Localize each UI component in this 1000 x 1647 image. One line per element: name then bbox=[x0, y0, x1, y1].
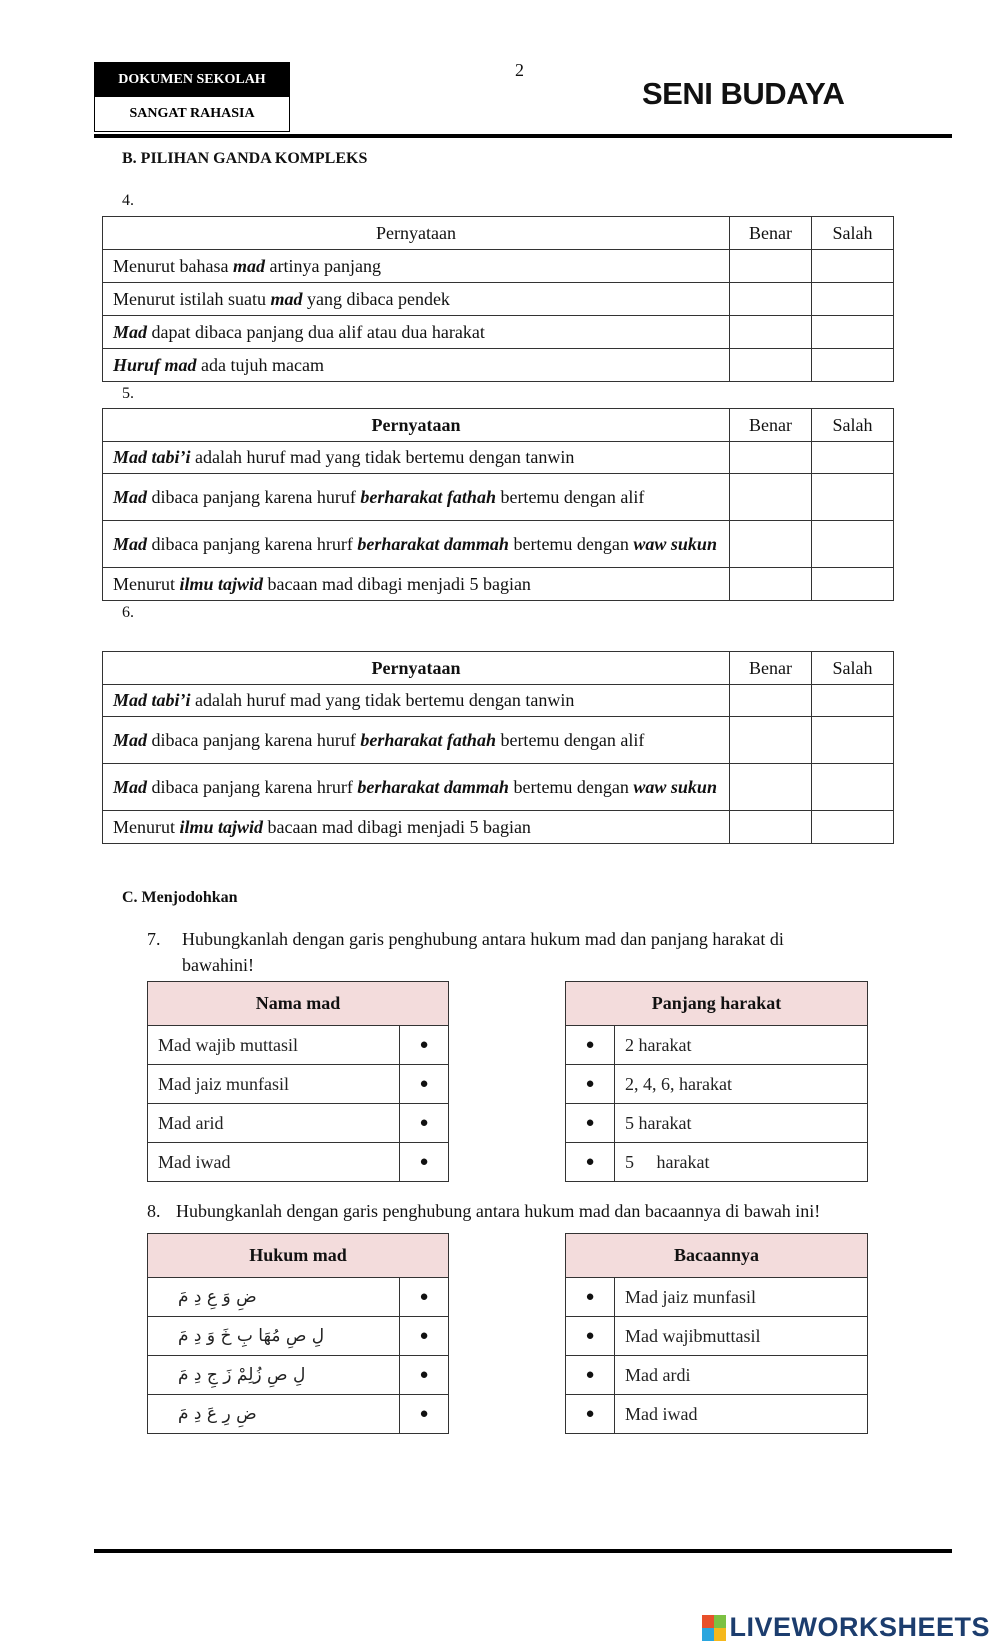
benar-cell[interactable] bbox=[730, 568, 812, 601]
salah-cell[interactable] bbox=[812, 349, 894, 382]
header-salah: Salah bbox=[812, 217, 894, 250]
statement: Huruf mad ada tujuh macam bbox=[103, 349, 730, 382]
arabic-text: لِ صِ مُهَا بِ خَ وَ دِ مَ bbox=[148, 1317, 400, 1356]
salah-cell[interactable] bbox=[812, 685, 894, 717]
connector-dot[interactable]: ● bbox=[400, 1317, 449, 1356]
question-6-table bbox=[102, 651, 894, 844]
list-item: Mad iwad bbox=[615, 1395, 868, 1434]
connector-dot[interactable]: ● bbox=[400, 1104, 449, 1143]
list-item: Mad wajib muttasil bbox=[148, 1026, 400, 1065]
benar-cell[interactable] bbox=[730, 764, 812, 811]
question-4-number: 4. bbox=[122, 192, 134, 209]
salah-cell[interactable] bbox=[812, 250, 894, 283]
salah-cell[interactable] bbox=[812, 283, 894, 316]
list-item: Mad jaiz munfasil bbox=[148, 1065, 400, 1104]
question-8-number: 8. bbox=[147, 1201, 161, 1221]
salah-cell[interactable] bbox=[812, 521, 894, 568]
list-item: Mad wajibmuttasil bbox=[615, 1317, 868, 1356]
connector-dot[interactable]: ● bbox=[400, 1395, 449, 1434]
header-nama-mad: Nama mad bbox=[148, 982, 449, 1026]
section-c-title: C. Menjodohkan bbox=[122, 889, 238, 906]
secret-label: SANGAT RAHASIA bbox=[129, 106, 255, 121]
header-pernyataan: Pernyataan bbox=[103, 217, 730, 250]
arabic-text: ضِ رِ عَ دِ مَ bbox=[148, 1395, 400, 1434]
salah-cell[interactable] bbox=[812, 764, 894, 811]
statement: Menurut bahasa mad artinya panjang bbox=[103, 250, 730, 283]
footer-divider bbox=[94, 1549, 952, 1553]
question-6-number: 6. bbox=[122, 604, 134, 621]
header-divider bbox=[94, 134, 952, 138]
list-item: Mad arid bbox=[148, 1104, 400, 1143]
document-label-box bbox=[94, 62, 290, 132]
benar-cell[interactable] bbox=[730, 521, 812, 568]
statement: Mad tabi’i adalah huruf mad yang tidak bertemu dengan tanwin bbox=[103, 442, 730, 474]
q7-right-table bbox=[565, 981, 868, 1182]
connector-dot[interactable]: ● bbox=[566, 1104, 615, 1143]
arabic-text: ضِ وَ عِ دِ مَ bbox=[148, 1278, 400, 1317]
page-number: 2 bbox=[515, 60, 524, 80]
header-salah: Salah bbox=[812, 652, 894, 685]
list-item: 2 harakat bbox=[615, 1026, 868, 1065]
statement: Menurut ilmu tajwid bacaan mad dibagi menjadi 5 bagian bbox=[103, 568, 730, 601]
salah-cell[interactable] bbox=[812, 717, 894, 764]
header-bacaannya: Bacaannya bbox=[566, 1234, 868, 1278]
connector-dot[interactable]: ● bbox=[566, 1065, 615, 1104]
benar-cell[interactable] bbox=[730, 316, 812, 349]
connector-dot[interactable]: ● bbox=[566, 1356, 615, 1395]
header-panjang-harakat: Panjang harakat bbox=[566, 982, 868, 1026]
header-hukum-mad: Hukum mad bbox=[148, 1234, 449, 1278]
list-item: 2, 4, 6, harakat bbox=[615, 1065, 868, 1104]
question-8-text: Hubungkanlah dengan garis penghubung antara hukum mad dan bacaannya di bawah ini! bbox=[176, 1201, 821, 1221]
arabic-text: لِ صِ زُلِمْ زَ جِ دِ مَ bbox=[148, 1356, 400, 1395]
benar-cell[interactable] bbox=[730, 250, 812, 283]
benar-cell[interactable] bbox=[730, 685, 812, 717]
connector-dot[interactable]: ● bbox=[400, 1356, 449, 1395]
header-benar: Benar bbox=[730, 652, 812, 685]
connector-dot[interactable]: ● bbox=[566, 1395, 615, 1434]
connector-dot[interactable]: ● bbox=[400, 1278, 449, 1317]
header-salah: Salah bbox=[812, 409, 894, 442]
question-5-table bbox=[102, 408, 894, 601]
benar-cell[interactable] bbox=[730, 442, 812, 474]
q8-right-table bbox=[565, 1233, 868, 1434]
statement: Mad dapat dibaca panjang dua alif atau dua harakat bbox=[103, 316, 730, 349]
salah-cell[interactable] bbox=[812, 316, 894, 349]
header-pernyataan: Pernyataan bbox=[103, 409, 730, 442]
connector-dot[interactable]: ● bbox=[400, 1143, 449, 1182]
connector-dot[interactable]: ● bbox=[566, 1143, 615, 1182]
benar-cell[interactable] bbox=[730, 717, 812, 764]
statement: Mad tabi’i adalah huruf mad yang tidak bertemu dengan tanwin bbox=[103, 685, 730, 717]
list-item: Mad ardi bbox=[615, 1356, 868, 1395]
salah-cell[interactable] bbox=[812, 474, 894, 521]
list-item: Mad iwad bbox=[148, 1143, 400, 1182]
connector-dot[interactable]: ● bbox=[566, 1278, 615, 1317]
benar-cell[interactable] bbox=[730, 349, 812, 382]
statement: Menurut ilmu tajwid bacaan mad dibagi menjadi 5 bagian bbox=[103, 811, 730, 844]
statement: Menurut istilah suatu mad yang dibaca pendek bbox=[103, 283, 730, 316]
statement: Mad dibaca panjang karena huruf berharakat fathah bertemu dengan alif bbox=[103, 717, 730, 764]
list-item: 5 harakat bbox=[615, 1104, 868, 1143]
statement: Mad dibaca panjang karena huruf berharakat fathah bertemu dengan alif bbox=[103, 474, 730, 521]
salah-cell[interactable] bbox=[812, 811, 894, 844]
section-b-title: B. PILIHAN GANDA KOMPLEKS bbox=[122, 150, 368, 167]
question-7-number: 7. bbox=[147, 929, 161, 949]
list-item: 5 harakat bbox=[615, 1143, 868, 1182]
header-benar: Benar bbox=[730, 409, 812, 442]
header-pernyataan: Pernyataan bbox=[103, 652, 730, 685]
question-4-table bbox=[102, 216, 894, 382]
subject-title: SENI BUDAYA bbox=[642, 76, 845, 111]
question-7-text: Hubungkanlah dengan garis penghubung antara hukum mad dan panjang harakat di bawahini! bbox=[182, 929, 784, 975]
connector-dot[interactable]: ● bbox=[400, 1026, 449, 1065]
benar-cell[interactable] bbox=[730, 474, 812, 521]
salah-cell[interactable] bbox=[812, 568, 894, 601]
liveworksheets-logo bbox=[702, 1612, 990, 1643]
connector-dot[interactable]: ● bbox=[566, 1317, 615, 1356]
question-5-number: 5. bbox=[122, 385, 134, 402]
liveworksheets-logo-icon bbox=[702, 1615, 726, 1641]
salah-cell[interactable] bbox=[812, 442, 894, 474]
list-item: Mad jaiz munfasil bbox=[615, 1278, 868, 1317]
benar-cell[interactable] bbox=[730, 283, 812, 316]
statement: Mad dibaca panjang karena hrurf berharakat dammah bertemu dengan waw sukun bbox=[103, 521, 730, 568]
benar-cell[interactable] bbox=[730, 811, 812, 844]
logo-text: LIVEWORKSHEETS bbox=[729, 1612, 990, 1642]
q8-left-table bbox=[147, 1233, 449, 1434]
statement: Mad dibaca panjang karena hrurf berharakat dammah bertemu dengan waw sukun bbox=[103, 764, 730, 811]
doc-label: DOKUMEN SEKOLAH bbox=[95, 63, 289, 97]
header-benar: Benar bbox=[730, 217, 812, 250]
q7-left-table bbox=[147, 981, 449, 1182]
connector-dot[interactable]: ● bbox=[400, 1065, 449, 1104]
connector-dot[interactable]: ● bbox=[566, 1026, 615, 1065]
